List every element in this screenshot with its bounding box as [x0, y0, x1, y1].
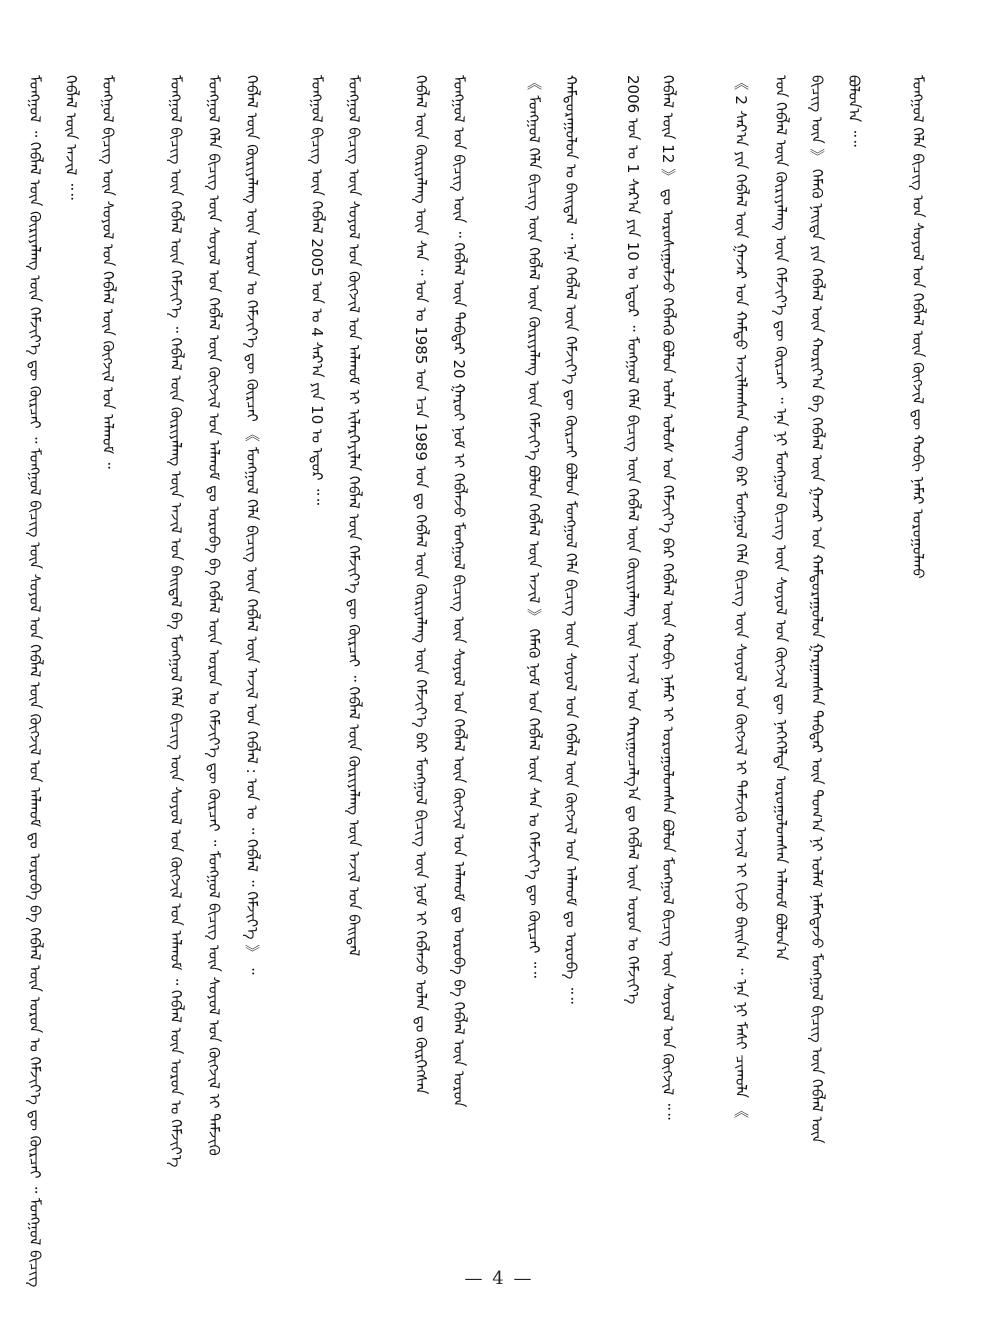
text-column: ᠮᠣᠩᠭᠣᠯ ᠤᠨ ᠪᠢᠴᠢᠭ ᠦᠨ ᠃ ᠬᠡᠪᠯᠡᠯ ᠦᠨ ᠳᠡᠪᠲᠡᠷ 20 ᠭᠠᠷᠤᠢ ᠨᠣᠮ ᠢ ᠬᠡᠪᠯᠡᠵᠦ ᠮᠣᠩᠭᠣᠯ ᠪᠢᠴᠢᠭ ᠦᠨ ᠰᠣᠶᠣᠯ ᠤᠨ ᠬᠡᠪᠯᠡᠯ ᠦᠨ ᠬᠥᠭᠵᠢᠯ ᠤᠨ ᠠᠯᠬᠤᠮ ᠳᠤ ᠣᠷᠣᠪᠠ ᠪᠠ ᠬᠡᠪᠯᠡᠯ ᠦᠨ ᠣᠷᠣᠨ [450, 75, 468, 1108]
text-column: ᠮᠣᠩᠭᠣᠯ ᠪᠢᠴᠢᠭ ᠦᠨ ᠰᠣᠶᠣᠯ ᠤᠨ ᠬᠡᠪᠯᠡᠯ ᠦᠨ ᠬᠥᠭᠵᠢᠯ ᠤᠨ ᠠᠯᠬᠤᠮ ᠃ [99, 75, 117, 469]
text-column: ᠬᠡᠪᠯᠡᠯ ᠦᠨ ᠬᠦᠷᠢᠶᠡᠯᠡᠩ ᠦᠨ ᠰᠠᠨ ᠃ ᠣᠨ ᠤ 1985 ᠣᠨ ᠡᠴᠡ 1989 ᠣᠨ ᠳᠤ ᠬᠡᠪᠯᠡᠯ ᠦᠨ ᠬᠦᠷᠢᠶᠡᠯᠡᠩ ᠦᠨ ᠬᠡᠮᠵᠢᠶ᠎ᠡ ᠪᠠᠷ ᠮᠣᠩᠭᠣᠯ ᠪᠢᠴᠢᠭ ᠦᠨ ᠨᠣᠮ ᠢ ᠬᠡᠪᠯᠡᠵᠦ ᠣᠯᠠᠨ ᠳᠤ ᠬᠦᠷᠭᠡᠭᠰᠡᠨ [412, 75, 430, 1095]
text-column: ᠪᠢᠴᠢᠭ ᠦᠨ 》 ᠬᠡᠮᠡᠬᠦ ᠨᠡᠢᠲᠡ ᠶᠢᠨ ᠬᠡᠪᠯᠡᠯ ᠦᠨ ᠬᠣᠷᠢᠶ᠎ᠠ ᠪᠠ ᠬᠡᠪᠯᠡᠯ ᠦᠨ ᠭᠠᠵᠠᠷ ᠤᠨ ᠬᠠᠮᠲᠤᠷᠠᠭᠤᠯᠤᠨ ᠭᠠᠷᠭᠠᠭᠰᠠᠨ ᠳᠡᠪᠲᠡᠷ ᠦᠨ ᠲᠣᠭ᠎ᠠ ᠨᠢ ᠤᠯᠠᠮ ᠨᠡᠮᠡᠭᠳᠡᠵᠦ ᠮᠣᠩᠭᠣᠯ ᠪᠢᠴᠢᠭ ᠦᠨ ᠬᠡᠪᠯᠡᠯ ᠦᠨ [808, 75, 826, 1144]
text-column: ᠮᠣᠩᠭᠣᠯ ᠬᠡᠯᠡ ᠪᠢᠴᠢᠭ ᠤᠨ ᠰᠣᠶᠣᠯ ᠤᠨ ᠬᠡᠪᠯᠡᠯ ᠦᠨ ᠬᠥᠭᠵᠢᠯ ᠳᠦ ᠬᠤᠪᠢ ᠨᠡᠮᠡᠷ ᠣᠷᠣᠭᠤᠯᠬᠤ [909, 75, 927, 579]
text-column: ᠤᠨ ᠬᠡᠪᠯᠡᠯ ᠦᠨ ᠬᠦᠷᠢᠶᠡᠯᠡᠩ ᠦᠨ ᠬᠡᠮᠵᠢᠶ᠎ᠡ ᠳᠦ ᠬᠦᠷᠴᠡᠢ ᠃ ᠡᠨᠡ ᠨᠢ ᠮᠣᠩᠭᠣᠯ ᠪᠢᠴᠢᠭ ᠦᠨ ᠰᠣᠶᠣᠯ ᠤᠨ ᠬᠥᠭᠵᠢᠯ ᠳᠦ ᠨᠡᠭᠡᠭᠡᠯᠲᠡ ᠣᠷᠣᠭᠤᠯᠤᠭᠰᠠᠨ ᠠᠯᠬᠤᠮ ᠪᠣᠯᠤᠨ᠎ᠠ [772, 75, 790, 961]
text-column: 2006 ᠣᠨ ᠤ 1 ᠰᠠᠷ᠎ᠠ ᠶᠢᠨ 10 ᠤ ᠡᠳᠦᠷ ᠃ ᠮᠣᠩᠭᠣᠯ ᠬᠡᠯᠡ ᠪᠢᠴᠢᠭ ᠦᠨ ᠬᠡᠪᠯᠡᠯ ᠦᠨ ᠬᠦᠷᠢᠶᠡᠯᠡᠩ ᠦᠨ ᠠᠵᠢᠯ ᠤᠨ ᠬᠠᠷᠢᠭᠤᠴᠠᠯᠭ᠎ᠠ ᠳᠤ ᠬᠡᠪᠯᠡᠯ ᠦᠨ ᠣᠷᠣᠨ ᠤ ᠬᠡᠮᠵᠢᠶ᠎ᠡ [624, 75, 642, 1005]
text-column: ᠮᠣᠩᠭᠣᠯ ᠪᠢᠴᠢᠭ ᠦᠨ ᠰᠣᠶᠣᠯ ᠤᠨ ᠬᠥᠭᠵᠢᠯ ᠤᠨ ᠠᠯᠬᠤᠮ ᠢ ᠢᠯᠡᠷᠬᠡᠶᠢᠯᠡᠨ ᠬᠡᠪᠯᠡᠯ ᠦᠨ ᠬᠡᠮᠵᠢᠶ᠎ᠡ ᠳᠦ ᠬᠦᠷᠴᠡᠢ ᠃ ᠬᠡᠪᠯᠡᠯ ᠦᠨ ᠬᠦᠷᠢᠶᠡᠯᠡᠩ ᠦᠨ ᠠᠵᠢᠯ ᠤᠨ ᠪᠠᠢᠳᠠᠯ [345, 75, 363, 957]
text-column: ᠮᠣᠩᠭᠣᠯ ᠬᠡᠯᠡ ᠪᠢᠴᠢᠭ ᠦᠨ ᠰᠣᠶᠣᠯ ᠤᠨ ᠬᠡᠪᠯᠡᠯ ᠦᠨ ᠬᠥᠭᠵᠢᠯ ᠤᠨ ᠠᠯᠬᠤᠮ ᠳᠤ ᠣᠷᠣᠪᠠ ᠪᠠ ᠬᠡᠪᠯᠡᠯ ᠦᠨ ᠣᠷᠣᠨ ᠤ ᠬᠡᠮᠵᠢᠶ᠎ᠡ ᠳᠦ ᠬᠦᠷᠴᠡᠢ ᠃ ᠮᠣᠩᠭᠣᠯ ᠪᠢᠴᠢᠭ ᠦᠨ ᠰᠣᠶᠣᠯ ᠤᠨ ᠬᠥᠭᠵᠢᠯ ᠢ ᠳᠡᠮᠵᠢᠬᠦ [205, 75, 223, 1156]
text-column: ᠬᠡᠪᠯᠡᠯ ᠦᠨ ᠬᠦᠷᠢᠶᠡᠯᠡᠩ ᠦᠨ ᠣᠷᠣᠨ ᠤ ᠬᠡᠮᠵᠢᠶ᠎ᠡ ᠳᠦ ᠬᠦᠷᠴᠡᠢ 《 ᠮᠣᠩᠭᠣᠯ ᠬᠡᠯᠡ ᠪᠢᠴᠢᠭ ᠦᠨ ᠬᠡᠪᠯᠡᠯ ᠦᠨ ᠠᠵᠢᠯ ᠤᠨ ᠬᠡᠪᠯᠡᠯ : ᠣᠨ ᠤ ᠃ ᠬᠡᠪᠯᠡᠯ ᠃ ᠬᠡᠮᠵᠢᠶ᠎ᠡ 》 ᠃ [243, 75, 261, 975]
text-column: ᠬᠡᠪᠯᠡᠯ ᠦᠨ 12 》 ᠳᠤ ᠣᠷᠣᠰᠢᠭᠤᠯᠵᠤ ᠬᠡᠪᠯᠡᠬᠦ ᠪᠣᠯᠤᠨ ᠣᠯᠠᠨ ᠤᠯᠤᠰ ᠤᠨ ᠬᠡᠮᠵᠢᠶ᠎ᠡ ᠪᠠᠷ ᠬᠡᠪᠯᠡᠯ ᠦᠨ ᠬᠤᠪᠢ ᠨᠡᠮᠡᠷ ᠢ ᠣᠷᠣᠭᠤᠯᠤᠭᠰᠠᠨ ᠪᠣᠯᠤᠨ ᠮᠣᠩᠭᠣᠯ ᠪᠢᠴᠢᠭ ᠦᠨ ᠰᠣᠶᠣᠯ ᠤᠨ ᠬᠥᠭᠵᠢᠯ ᠃᠃ [659, 75, 677, 1120]
text-column: 《 2 ᠰᠠᠷ᠎ᠠ ᠶᠢᠨ ᠬᠡᠪᠯᠡᠯ ᠦᠨ ᠭᠠᠵᠠᠷ ᠤᠨ ᠬᠠᠮᠲᠤ ᠠᠵᠢᠯᠯᠠᠭᠰᠠᠨ ᠳᠦᠩ ᠪᠠᠷ ᠮᠣᠩᠭᠣᠯ ᠬᠡᠯᠡ ᠪᠢᠴᠢᠭ ᠦᠨ ᠰᠣᠶᠣᠯ ᠤᠨ ᠬᠥᠭᠵᠢᠯ ᠢ ᠳᠡᠮᠵᠢᠬᠦ ᠠᠵᠢᠯ ᠢ ᠬᠢᠵᠦ ᠪᠠᠢᠨ᠎ᠠ ᠃ ᠡᠨᠡ ᠨᠢ ᠮᠠᠰᠢ ᠴᠢᠬᠤᠯᠠ 《 [732, 75, 750, 1119]
text-column: 《 ᠮᠣᠩᠭᠣᠯ ᠬᠡᠯᠡ ᠪᠢᠴᠢᠭ ᠦᠨ ᠬᠡᠪᠯᠡᠯ ᠦᠨ ᠬᠦᠷᠢᠶᠡᠯᠡᠩ ᠦᠨ ᠬᠡᠮᠵᠢᠶ᠎ᠡ ᠪᠣᠯᠤᠨ ᠬᠡᠪᠯᠡᠯ ᠦᠨ ᠠᠵᠢᠯ 》 ᠬᠡᠮᠡᠬᠦ ᠨᠣᠮ ᠤᠨ ᠬᠡᠪᠯᠡᠯ ᠦᠨ ᠰᠠᠨ ᠤ ᠬᠡᠮᠵᠢᠶ᠎ᠡ ᠳᠦ ᠬᠦᠷᠴᠡᠢ ᠃᠃ [525, 75, 543, 978]
text-column: ᠮᠣᠩᠭᠣᠯ ᠪᠢᠴᠢᠭ ᠦᠨ ᠬᠡᠪᠯᠡᠯ ᠦᠨ ᠬᠡᠮᠵᠢᠶ᠎ᠡ ᠃ ᠬᠡᠪᠯᠡᠯ ᠦᠨ ᠬᠦᠷᠢᠶᠡᠯᠡᠩ ᠦᠨ ᠠᠵᠢᠯ ᠤᠨ ᠪᠠᠢᠳᠠᠯ ᠪᠠ ᠮᠣᠩᠭᠣᠯ ᠬᠡᠯᠡ ᠪᠢᠴᠢᠭ ᠦᠨ ᠰᠣᠶᠣᠯ ᠤᠨ ᠬᠥᠭᠵᠢᠯ ᠤᠨ ᠠᠯᠬᠤᠮ ᠃ ᠬᠡᠪᠯᠡᠯ ᠦᠨ ᠣᠷᠣᠨ ᠤ ᠬᠡᠮᠵᠢᠶ᠎ᠡ [167, 75, 185, 1168]
text-column: ᠮᠣᠩᠭᠣᠯ ᠪᠢᠴᠢᠭ ᠦᠨ ᠬᠡᠪᠯᠡᠯ 2005 ᠣᠨ ᠤ 4 ᠰᠠᠷ᠎ᠠ ᠶᠢᠨ 10 ᠤ ᠡᠳᠦᠷ ᠃᠃ [308, 75, 326, 505]
text-column: ᠬᠡᠪᠯᠡᠯ ᠦᠨ ᠠᠵᠢᠯ ᠃᠃ [62, 75, 80, 200]
text-column: ᠪᠣᠯᠣᠨ᠎ᠠ ᠃᠃ [845, 75, 863, 147]
page-number: — 4 — [464, 1268, 534, 1289]
text-column: ᠮᠣᠩᠭᠣᠯ ᠃ ᠬᠡᠪᠯᠡᠯ ᠦᠨ ᠬᠦᠷᠢᠶᠡᠯᠡᠩ ᠦᠨ ᠬᠡᠮᠵᠢᠶ᠎ᠡ ᠳᠦ ᠬᠦᠷᠴᠡᠢ ᠃ ᠮᠣᠩᠭᠣᠯ ᠪᠢᠴᠢᠭ ᠦᠨ ᠰᠣᠶᠣᠯ ᠤᠨ ᠬᠡᠪᠯᠡᠯ ᠦᠨ ᠬᠥᠭᠵᠢᠯ ᠤᠨ ᠠᠯᠬᠤᠮ ᠳᠤ ᠣᠷᠣᠪᠠ ᠪᠠ ᠬᠡᠪᠯᠡᠯ ᠦᠨ ᠣᠷᠣᠨ ᠤ ᠬᠡᠮᠵᠢᠶ᠎ᠡ ᠳᠦ ᠬᠦᠷᠴᠡᠢ ᠃ ᠮᠣᠩᠭᠣᠯ ᠪᠢᠴᠢᠭ [26, 75, 44, 1288]
text-column: ᠬᠠᠮᠲᠤᠷᠠᠭᠤᠯᠤᠨ ᠤ ᠪᠠᠢᠳᠠᠯ ᠃ ᠡᠨᠡ ᠬᠡᠪᠯᠡᠯ ᠦᠨ ᠬᠡᠮᠵᠢᠶ᠎ᠡ ᠳᠦ ᠬᠦᠷᠴᠡᠢ ᠪᠣᠯᠤᠨ ᠮᠣᠩᠭᠣᠯ ᠬᠡᠯᠡ ᠪᠢᠴᠢᠭ ᠦᠨ ᠰᠣᠶᠣᠯ ᠤᠨ ᠬᠡᠪᠯᠡᠯ ᠦᠨ ᠬᠥᠭᠵᠢᠯ ᠤᠨ ᠠᠯᠬᠤᠮ ᠳᠤ ᠣᠷᠣᠪᠠ ᠃᠃ [562, 75, 580, 1004]
